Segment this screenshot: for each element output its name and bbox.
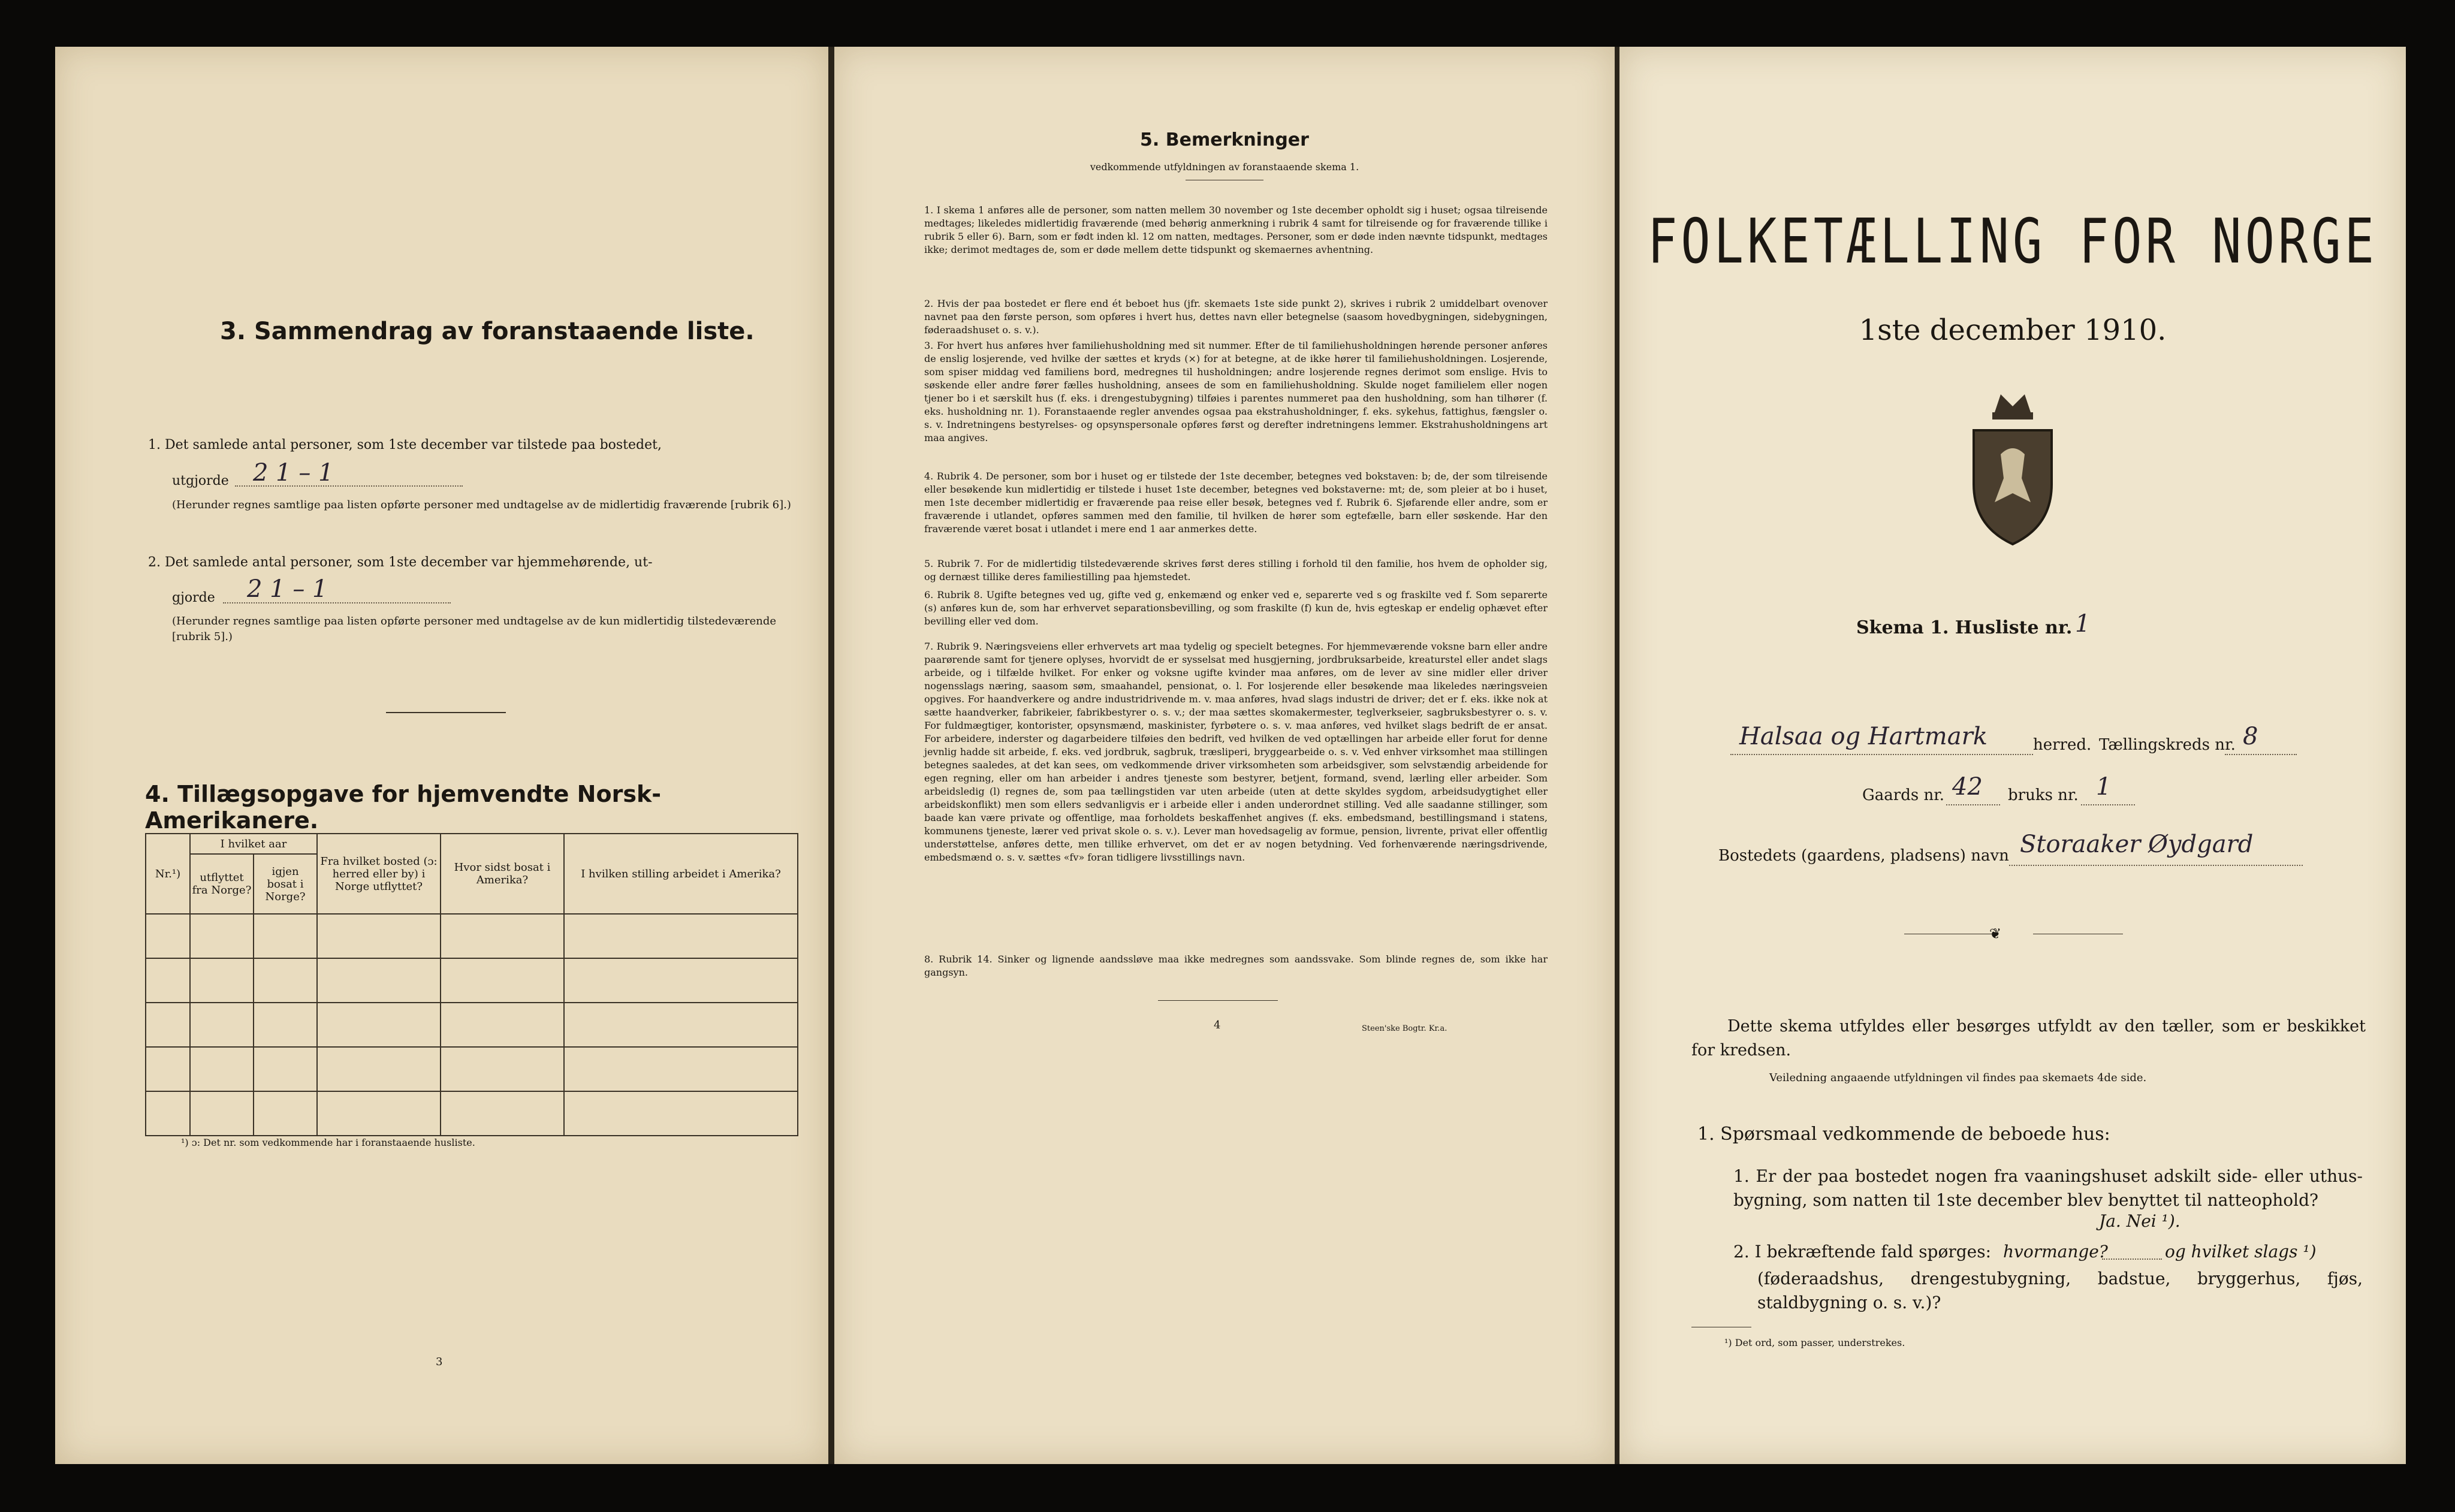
table-row (146, 958, 798, 1003)
section-5-subheading: vedkommende utfyldningen av foranstaaende skema 1. (1090, 161, 1359, 173)
norsk-amerikanere-table (145, 833, 798, 1136)
s3-item1-label: utgjorde (172, 473, 229, 488)
divider (1158, 1000, 1278, 1001)
page-3 (55, 47, 828, 1464)
bruk-line (2081, 804, 2135, 805)
page-number: 4 (1214, 1019, 1221, 1031)
bosted-line (2009, 865, 2303, 866)
section-4-heading: 4. Tillægsopgave for hjemvendte Norsk-Amerikanere. (145, 781, 661, 834)
remark-8: 8. Rubrik 14. Sinker og lignende aandssløve maa ikke medregnes som aandssvake. Som blinde regnes de, som ikke har gangsyn. (924, 953, 1548, 978)
page-4 (834, 47, 1615, 1464)
page-fold (828, 47, 834, 1464)
col-emigrated: utflyttet fra Norge? (190, 854, 254, 914)
ornament-icon: ❦ (1989, 925, 2002, 942)
kreds-value: 8 (2243, 723, 2258, 750)
col-from-where: Fra hvilket bosted (ɔ: herred eller by) i Norge utflyttet? (317, 834, 441, 914)
divider (386, 712, 506, 713)
bruk-label: bruks nr. (2008, 786, 2079, 804)
census-title: FOLKETÆLLING FOR NORGE (1647, 206, 2378, 277)
s3-item1-note: (Herunder regnes samtlige paa listen opførte personer med undtagelse av de midlertidig fraværende [rubrik 6].) (172, 499, 791, 511)
gaard-value: 42 (1952, 773, 1983, 801)
page-footnote: ¹) Det ord, som passer, understrekes. (1724, 1337, 1905, 1348)
answer-line (2102, 1259, 2162, 1260)
kreds-label: Tællingskreds nr. (2099, 736, 2236, 754)
gaard-label: Gaards nr. (1862, 786, 1945, 804)
bosted-label: Bostedets (gaardens, pladsens) navn (1718, 847, 2009, 865)
coat-of-arms-icon (1953, 388, 2073, 550)
section-5-heading: 5. Bemerkninger (1140, 129, 1309, 150)
question-2-c: og hvilket slags ¹) (2165, 1242, 2317, 1261)
table-row (146, 1047, 798, 1091)
herred-label: herred. (2033, 736, 2092, 754)
question-2-a: 2. I bekræftende fald spørges: (1733, 1242, 1992, 1261)
s3-item2-text: 2. Det samlede antal personer, som 1ste december var hjemmehørende, ut- (148, 555, 653, 570)
question-1: 1. Er der paa bostedet nogen fra vaaningshuset adskilt side- eller uthus-bygning, som natten til 1ste december blev benyttet til natteophold? (1733, 1166, 2363, 1210)
skema-label: Skema 1. Husliste nr. (1856, 617, 2073, 638)
s3-item2-label: gjorde (172, 590, 215, 605)
s3-item2-value: 2 1 – 1 (247, 575, 328, 603)
printer-mark: Steen'ske Bogtr. Kr.a. (1362, 1024, 1447, 1033)
table-row (146, 914, 798, 958)
col-last-residence: Hvor sidst bosat i Amerika? (441, 834, 564, 914)
intro-note: Veiledning angaaende utfyldningen vil findes paa skemaets 4de side. (1769, 1072, 2147, 1084)
remark-5: 5. Rubrik 7. For de midlertidig tilstedeværende skrives først deres stilling i forhold til den familie, hos hvem de opholder sig, og dernæst tillike deres familiestilling paa hjemstedet. (924, 558, 1548, 583)
col-year-group: I hvilket aar (190, 834, 317, 854)
bosted-value: Storaaker Øydgard (2020, 831, 2254, 858)
question-1-answer: Ja. Nei ¹). (2099, 1211, 2180, 1231)
remark-1: 1. I skema 1 anføres alle de personer, som natten mellem 30 november og 1ste december opholdt sig i huset; ogsaa tilreisende medtages; likeledes midlertidig fraværende (med behørig anmerkning i rubrik 4 samt for tilreisende og for fraværende tillike i rubrik 5 eller 6). Barn, som er født inden kl. 12 om natten, medtages. Personer, som er døde inden nævnte tidspunkt, medtages ikke; derimot medtages de, som er døde mellem dette tidspunkt og skemaernes avhentning. (924, 204, 1548, 255)
table-row (146, 1003, 798, 1047)
page-1 (1619, 47, 2406, 1464)
s3-item1-value: 2 1 – 1 (253, 459, 334, 487)
s3-item2-note: (Herunder regnes samtlige paa listen opførte personer med undtagelse av de kun midlertidig tilstedeværende [rubrik 5].) (172, 615, 777, 643)
col-returned: igjen bosat i Norge? (254, 854, 317, 914)
remark-3: 3. For hvert hus anføres hver familiehusholdning med sit nummer. Efter de til familiehusholdningen hørende personer anføres de enslig losjerende, ved hvilke der sættes et kryds (×) for at betegne, at de ikke hører til familiehusholdningen. Losjerende, som spiser middag ved familiens bord, medregnes til husholdningen; andre losjerende regnes derimot som enslige. Hvis to søskende eller andre fører fælles husholdning, ansees de som en familiehusholdning. Skulde noget familielem eller nogen tjener bo i et særskilt hus (f. eks. i drengestubygning) tilføies i parentes nummeret paa den husholdning, som han tilhører (f. eks. husholdning nr. 1). Foranstaaende regler anvendes ogsaa paa ekstrahusholdninger, f. eks. sykehus, fattighus, fængsler o. s. v. Indretningens bestyrelses- og opsynspersonale opføres først og derefter indretningens lemmer. Ekstrahusholdningens art maa angives. (924, 340, 1548, 443)
section-3-heading: 3. Sammendrag av foranstaaende liste. (220, 318, 755, 345)
remark-7: 7. Rubrik 9. Næringsveiens eller erhvervets art maa tydelig og specielt betegnes. For hjemmeværende voksne barn eller andre paarørende samt for tjenere oplyses, hvorvidt de er sysselsat med husgjerning, jordbruksarbeide, kreaturstel eller andet slags arbeide, og i tilfælde hvilket. For enker og voksne ugifte kvinder maa anføres, om de lever av sine midler eller driver nogensslags næring, saasom søm, smaahandel, pensionat, o. l. For losjerende eller besøkende maa likeledes næringsveien opgives. For haandverkere og andre industridrivende m. v. maa anføres, hvad slags industri de driver; det er f. eks. ikke nok at sætte haandverker, fabrikeier, fabrikbestyrer o. s. v.; der maa sættes skomakermester, teglverkseier, sagbruksbestyrer o. s. v. For fuldmægtiger, kontorister, opsynsmænd, maskinister, fyrbøtere o. s. v. maa anføres, ved hvilket slags bedrift de er ansat. For arbeidere, inderster og dagarbeidere tilføies den bedrift, ved hvilken de ved optællingen har arbeide eller forut for denne jevnlig hadde sit arbeide, f. eks. ved jordbruk, sagbruk, træsliperi, bryggearbeide o. s. v. Ved enhver virksomhet maa stillingen betegnes saaledes, at det kan sees, om vedkommende driver virksomheten som arbeidsgiver, som selvstændig arbeidende for egen regning, eller om han arbeider i andres tjeneste som bestyrer, betjent, formand, svend, lærling eller arbeider. Som arbeidsledig (l) regnes de, som paa tællingstiden var uten arbeide (uten at dette skyldes sygdom, arbeidsudygtighet eller arbeidskonflikt) men som ellers sedvanligvis er i arbeide eller i anden underordnet stilling. Ved alle saadanne stillinger, som baade kan være private og offentlige, maa forholdets beskaffenhet angives (f. eks. embedsmand, bestillingsmand i statens, kommunens tjeneste, lærer ved privat skole o. s. v.). Lever man hovedsagelig av formue, pension, livrente, privat eller offentlig understøttelse, anføres dette, men tillike erhvervet, om det er av nogen betydning. Ved forhenværende næringsdrivende, embedsmænd o. s. v. sættes «fv» foran tidligere livsstillings navn. (924, 641, 1548, 863)
remark-6: 6. Rubrik 8. Ugifte betegnes ved ug, gifte ved g, enkemænd og enker ved e, separerte ved s og fraskilte ved f. Som separerte (s) anføres kun de, som har erhvervet separationsbevilling, og som fraskilte (f) kun de, hvis egteskap er endelig ophævet efter bevilling eller ved dom. (924, 589, 1548, 627)
bruk-value: 1 (2096, 773, 2112, 801)
s3-item1-text: 1. Det samlede antal personer, som 1ste december var tilstede paa bostedet, (148, 437, 662, 452)
herred-line (1730, 754, 2033, 755)
col-nr: Nr.¹) (146, 834, 190, 914)
husliste-number: 1 (2075, 610, 2091, 638)
col-position: I hvilken stilling arbeidet i Amerika? (564, 834, 798, 914)
gaard-line (1946, 804, 2000, 805)
table-row (146, 1091, 798, 1136)
intro-text: Dette skema utfyldes eller besørges utfyldt av den tæller, som er beskikket for kredsen. (1691, 1017, 2366, 1060)
question-2-b: hvormange? (2003, 1242, 2108, 1261)
remark-2: 2. Hvis der paa bostedet er flere end ét beboet hus (jfr. skemaets 1ste side punkt 2), skrives i rubrik 2 umiddelbart ovenover navnet paa den første person, som opføres i hvert hus, dettes navn eller betegnelse (saasom hovedbygningen, sidebygningen, føderaadshuset o. s. v.). (924, 298, 1548, 336)
kreds-line (2225, 754, 2297, 755)
remark-4: 4. Rubrik 4. De personer, som bor i huset og er tilstede der 1ste december, betegnes ved bokstaven: b; de, der som tilreisende eller besøkende kun midlertidig er tilstede i huset 1ste december, betegnes ved bokstaverne: mt; de, som pleier at bo i huset, men 1ste december midlertidig er fraværende paa reise eller besøk, betegnes ved f. Rubrik 6. Sjøfarende eller andre, som er fraværende i utlandet, opføres sammen med den familie, til hvilken de hører som egtefælle, barn eller søskende. Har den fraværende været bosat i utlandet i mere end 1 aar anmerkes dette. (924, 470, 1548, 535)
question-heading: 1. Spørsmaal vedkommende de beboede hus: (1697, 1124, 2110, 1145)
table-footnote: ¹) ɔ: Det nr. som vedkommende har i foranstaaende husliste. (181, 1137, 475, 1148)
question-2-d: (føderaadshus, drengestubygning, badstue, bryggerhus, fjøs, staldbygning o. s. v.)? (1757, 1269, 2363, 1312)
herred-value: Halsaa og Hartmark (1739, 723, 1987, 750)
page-number: 3 (436, 1356, 443, 1368)
census-date: 1ste december 1910. (1859, 313, 2167, 347)
